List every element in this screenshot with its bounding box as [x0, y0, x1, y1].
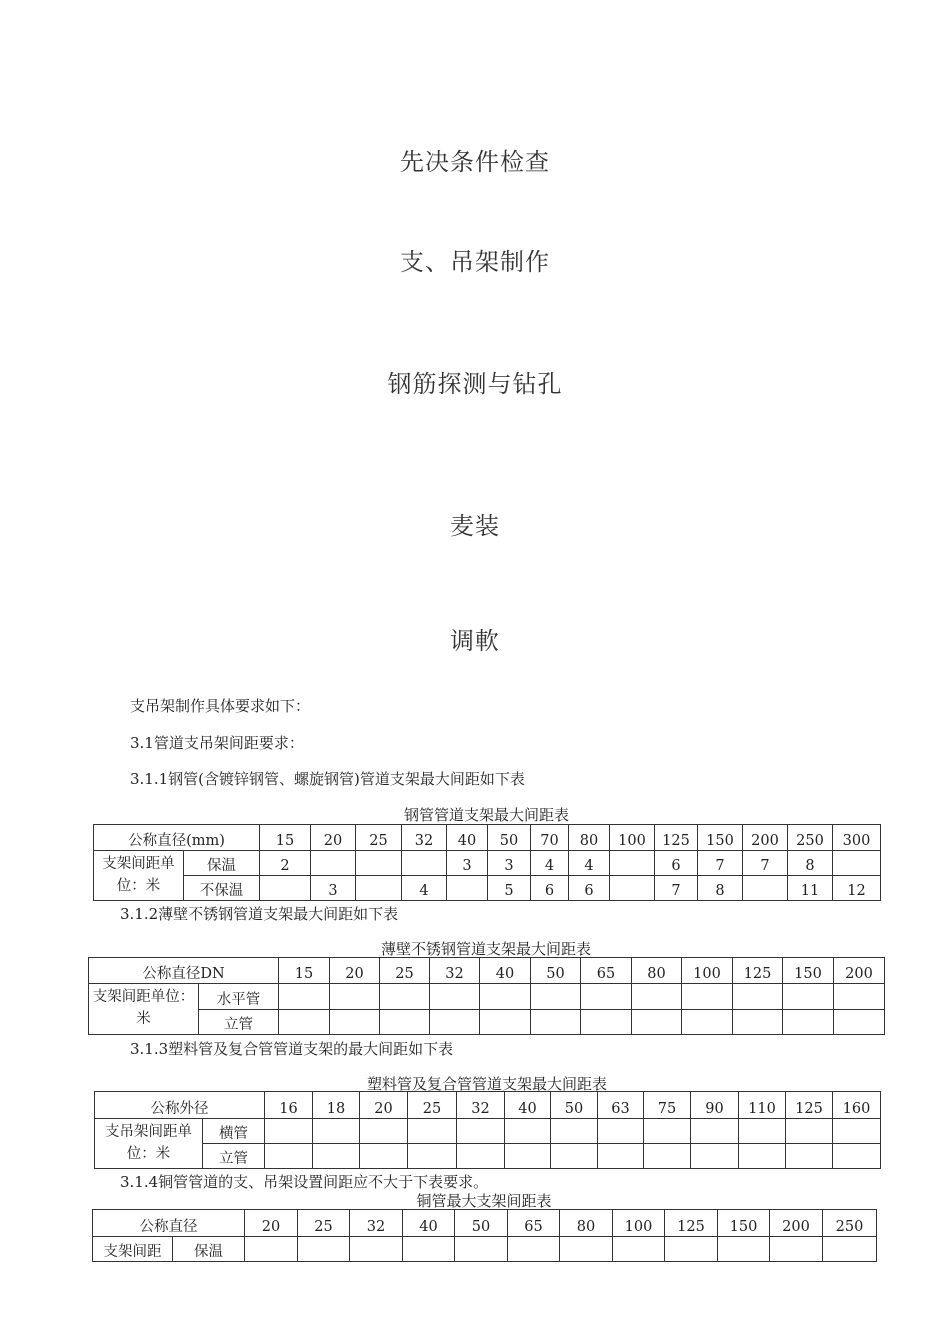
table1-cell: 8 — [698, 876, 743, 901]
table1-cell: 3 — [447, 851, 488, 876]
section-3-1-4: 3.1.4铜管管道的支、吊架设置间距应不大于下表要求。 — [120, 1173, 489, 1191]
table2-col: 125 — [733, 958, 783, 984]
table4-col: 125 — [665, 1210, 718, 1237]
flow-step-3: 钢筋探测与钻孔 — [387, 370, 563, 398]
table1-cell: 7 — [698, 851, 743, 876]
table1-row-label: 支架间距单位：米 — [94, 851, 184, 901]
table1-sub-uninsulated: 不保温 — [184, 876, 260, 901]
table1-col: 200 — [743, 825, 788, 851]
table3-col: 125 — [786, 1092, 833, 1119]
steel-pipe-table — [93, 824, 881, 901]
table1-cell: 6 — [569, 876, 610, 901]
table2-col: 65 — [581, 958, 632, 984]
flow-step-4: 麦装 — [450, 512, 500, 540]
table1-cell: 7 — [655, 876, 698, 901]
table2-col: 20 — [330, 958, 380, 984]
table3-caption: 塑料管及复合管管道支架最大间距表 — [366, 1075, 607, 1093]
table1-col: 32 — [402, 825, 447, 851]
table1-cell — [610, 876, 655, 901]
table2-caption: 薄壁不锈钢管道支架最大间距表 — [380, 940, 591, 958]
table2-col: 50 — [531, 958, 581, 984]
table1-cell: 11 — [788, 876, 833, 901]
table1-cell: 5 — [488, 876, 531, 901]
table1-cell — [743, 876, 788, 901]
table1-cell — [356, 876, 402, 901]
table2-col: 15 — [279, 958, 330, 984]
table1-cell — [447, 876, 488, 901]
section-3-1-2: 3.1.2薄壁不锈钢管道支架最大间距如下表 — [120, 905, 399, 923]
section-3-1-1: 3.1.1钢管(含镀锌钢管、螺旋钢管)管道支架最大间距如下表 — [130, 770, 525, 788]
table3-col: 90 — [691, 1092, 739, 1119]
table1-caption: 钢管管道支架最大间距表 — [403, 806, 569, 824]
table3-sub-vertical: 立管 — [203, 1144, 265, 1169]
table4-sub-insulated: 保温 — [173, 1237, 245, 1262]
table3-col: 16 — [265, 1092, 313, 1119]
table1-cell — [356, 851, 402, 876]
table1-cell: 4 — [531, 851, 569, 876]
table1-cell — [311, 851, 356, 876]
section-3-1-3: 3.1.3塑料管及复合管管道支架的最大间距如下表 — [130, 1040, 454, 1058]
table4-col: 65 — [508, 1210, 560, 1237]
stainless-pipe-table — [88, 957, 885, 1035]
table1-col: 250 — [788, 825, 833, 851]
flow-step-5: 调軟 — [450, 627, 500, 655]
table2-col: 32 — [430, 958, 480, 984]
table3-col: 20 — [360, 1092, 408, 1119]
table1-cell — [610, 851, 655, 876]
flow-step-1: 先决条件检查 — [400, 148, 550, 176]
table2-sub-horizontal: 水平管 — [199, 984, 279, 1010]
table4-col: 80 — [560, 1210, 613, 1237]
table2-row-label: 支架间距单位：米 — [89, 984, 199, 1035]
table2-sub-vertical: 立管 — [199, 1010, 279, 1035]
section-3-1: 3.1管道支吊架间距要求： — [130, 734, 304, 752]
table1-sub-insulated: 保温 — [184, 851, 260, 876]
table2-col: 200 — [834, 958, 885, 984]
table1-cell: 4 — [402, 876, 447, 901]
table1-cell — [833, 851, 881, 876]
table4-col: 200 — [770, 1210, 823, 1237]
table1-col: 150 — [698, 825, 743, 851]
table4-col: 50 — [455, 1210, 508, 1237]
table1-cell: 6 — [655, 851, 698, 876]
table1-cell: 6 — [531, 876, 569, 901]
table3-header-label: 公称外径 — [95, 1092, 265, 1119]
table2-col: 150 — [783, 958, 834, 984]
intro-text: 支吊架制作具体要求如下： — [130, 697, 311, 715]
table3-col: 32 — [457, 1092, 505, 1119]
table3-col: 110 — [739, 1092, 786, 1119]
table1-col: 50 — [488, 825, 531, 851]
table4-col: 25 — [298, 1210, 350, 1237]
table1-col: 15 — [260, 825, 311, 851]
table4-col: 32 — [350, 1210, 403, 1237]
table3-col: 160 — [833, 1092, 881, 1119]
table4-col: 40 — [403, 1210, 455, 1237]
table1-col: 125 — [655, 825, 698, 851]
table1-col: 70 — [531, 825, 569, 851]
plastic-pipe-table — [94, 1091, 881, 1169]
table3-row-label: 支吊架间距单位：米 — [95, 1119, 203, 1169]
flow-step-2: 支、吊架制作 — [400, 248, 550, 276]
table3-col: 25 — [408, 1092, 457, 1119]
table3-col: 40 — [505, 1092, 551, 1119]
table2-col: 25 — [380, 958, 430, 984]
table1-col: 25 — [356, 825, 402, 851]
table2-col: 80 — [632, 958, 682, 984]
table4-header-label: 公称直径 — [93, 1210, 245, 1237]
table2-col: 100 — [682, 958, 733, 984]
table4-col: 250 — [823, 1210, 877, 1237]
copper-pipe-table — [92, 1209, 877, 1262]
table1-cell: 2 — [260, 851, 311, 876]
table2-col: 40 — [480, 958, 531, 984]
table1-col: 20 — [311, 825, 356, 851]
table1-cell: 8 — [788, 851, 833, 876]
table1-cell: 4 — [569, 851, 610, 876]
table1-cell: 7 — [743, 851, 788, 876]
table1-col: 300 — [833, 825, 881, 851]
table4-col: 150 — [718, 1210, 770, 1237]
table1-cell — [402, 851, 447, 876]
table3-col: 75 — [644, 1092, 691, 1119]
table1-col: 80 — [569, 825, 610, 851]
table4-caption: 铜管最大支架间距表 — [416, 1192, 552, 1210]
table4-row-label: 支架间距 — [93, 1237, 173, 1262]
table1-cell — [260, 876, 311, 901]
table1-header-label: 公称直径(mm) — [94, 825, 260, 851]
table4-col: 20 — [245, 1210, 298, 1237]
table1-cell: 3 — [488, 851, 531, 876]
table3-col: 18 — [313, 1092, 360, 1119]
table1-cell: 12 — [833, 876, 881, 901]
table3-sub-horizontal: 横管 — [203, 1119, 265, 1144]
table1-cell: 3 — [311, 876, 356, 901]
table3-col: 63 — [598, 1092, 644, 1119]
table1-col: 100 — [610, 825, 655, 851]
table4-col: 100 — [613, 1210, 665, 1237]
table2-header-label: 公称直径DN — [89, 958, 279, 984]
table3-col: 50 — [551, 1092, 598, 1119]
table1-col: 40 — [447, 825, 488, 851]
